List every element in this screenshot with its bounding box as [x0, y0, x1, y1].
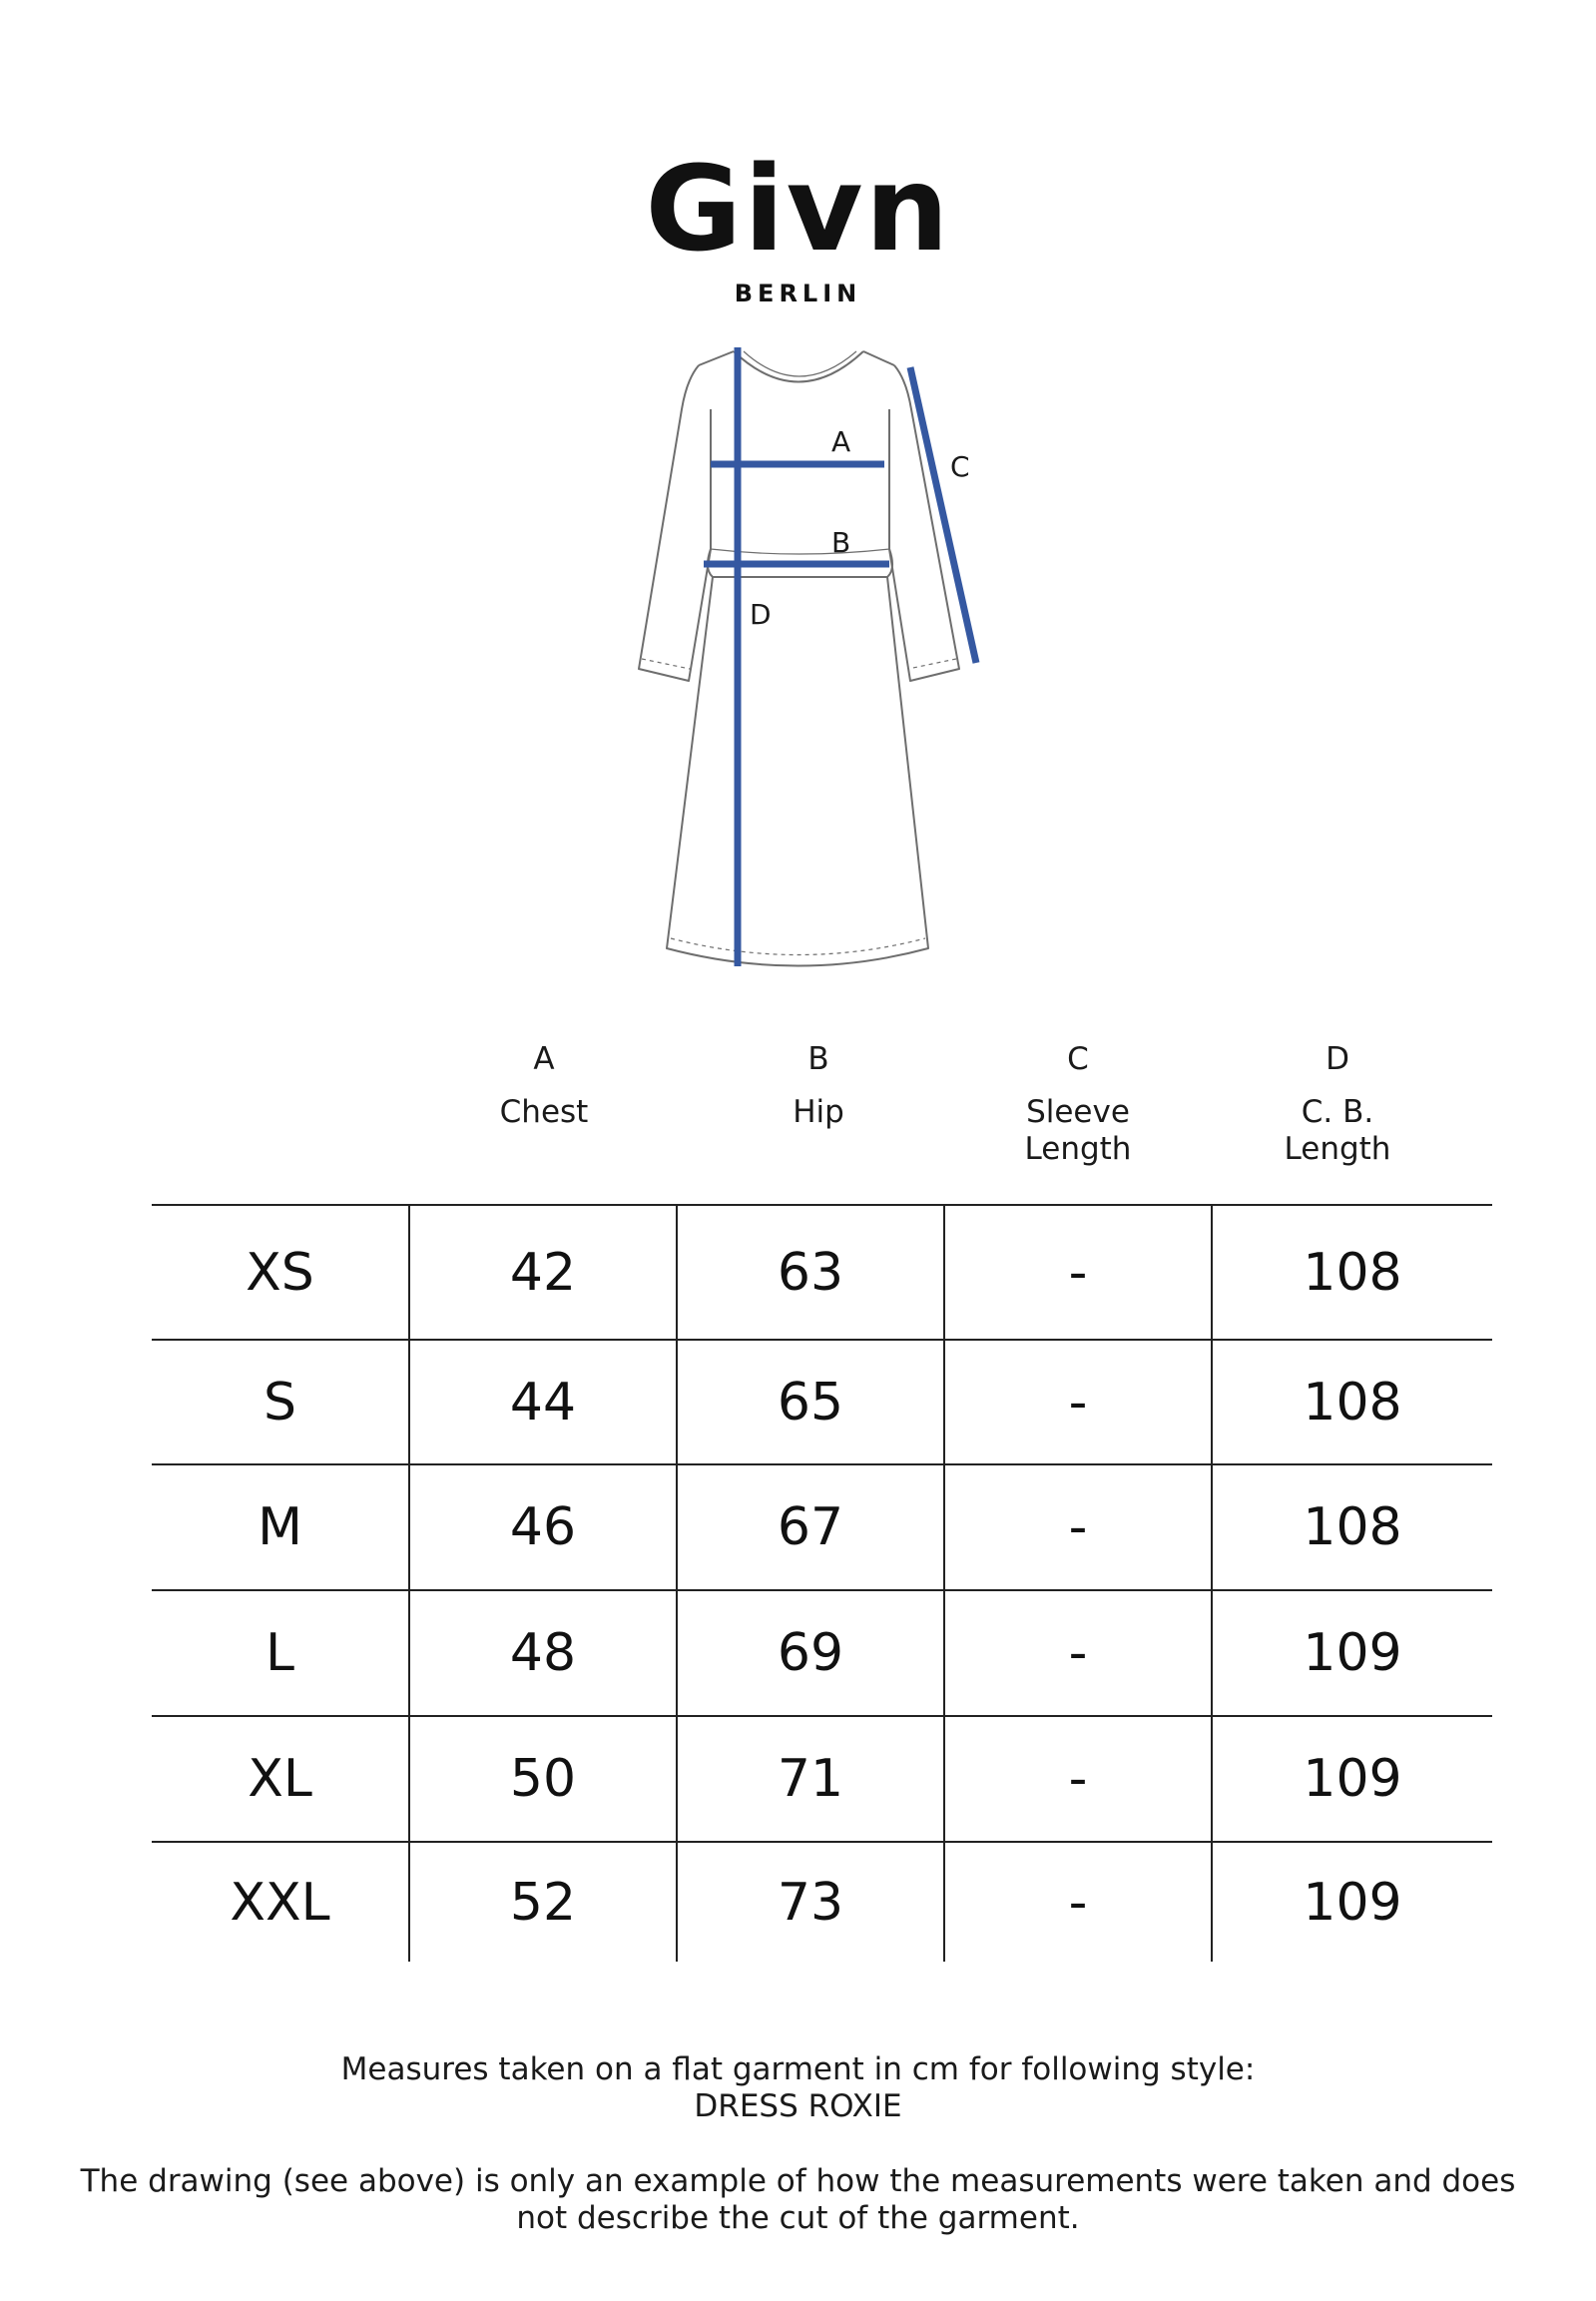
table-row — [152, 1464, 1492, 1590]
table-row — [152, 1842, 1492, 1962]
cb-length-cell: 109 — [1212, 1590, 1492, 1716]
footer-disclaimer-line2: not describe the cut of the garment. — [516, 2200, 1080, 2236]
column-letter: D — [1326, 1041, 1349, 1077]
column-letter: B — [807, 1041, 829, 1077]
column-letter: A — [533, 1041, 555, 1077]
footer-style-name: DRESS ROXIE — [694, 2088, 902, 2124]
cb-length-cell: 108 — [1212, 1340, 1492, 1464]
measure-label-d: D — [750, 598, 772, 631]
column-header-cb-length — [1263, 1041, 1412, 1168]
table-row — [152, 1340, 1492, 1464]
table-row — [152, 1590, 1492, 1716]
size-cell: XXL — [152, 1842, 409, 1962]
measure-label-c: C — [950, 450, 970, 483]
chest-cell: 46 — [409, 1464, 677, 1590]
chest-cell: 48 — [409, 1590, 677, 1716]
sleeve-length-cell: - — [944, 1205, 1212, 1340]
hip-cell: 69 — [677, 1590, 944, 1716]
hip-cell: 67 — [677, 1464, 944, 1590]
column-header-chest — [459, 1041, 629, 1131]
hip-cell: 73 — [677, 1842, 944, 1962]
footer-disclaimer-line1: The drawing (see above) is only an example of how the measurements were taken and does — [80, 2163, 1516, 2199]
column-name: C. B. Length — [1284, 1094, 1391, 1167]
table-row — [152, 1205, 1492, 1340]
size-cell: XL — [152, 1716, 409, 1842]
brand-subtitle: BERLIN — [734, 280, 862, 307]
dress-neckline — [734, 351, 863, 382]
size-cell: L — [152, 1590, 409, 1716]
hip-cell: 63 — [677, 1205, 944, 1340]
column-letter: C — [1067, 1041, 1089, 1077]
column-name: Hip — [793, 1094, 844, 1130]
chest-cell: 42 — [409, 1205, 677, 1340]
hip-cell: 65 — [677, 1340, 944, 1464]
sleeve-length-cell: - — [944, 1340, 1212, 1464]
column-header-sleeve-length — [1003, 1041, 1153, 1168]
footer-note-measures: Measures taken on a flat garment in cm for following style: — [340, 2051, 1256, 2087]
hip-cell: 71 — [677, 1716, 944, 1842]
dress-right-sleeve — [889, 365, 959, 681]
cb-length-cell: 108 — [1212, 1464, 1492, 1590]
dress-skirt — [667, 577, 928, 966]
sleeve-length-cell: - — [944, 1716, 1212, 1842]
column-header-hip — [734, 1041, 903, 1131]
sleeve-length-cell: - — [944, 1464, 1212, 1590]
cb-length-cell: 109 — [1212, 1716, 1492, 1842]
column-name: Sleeve Length — [1024, 1094, 1132, 1167]
dress-left-sleeve — [639, 365, 711, 681]
chest-cell: 50 — [409, 1716, 677, 1842]
sleeve-length-cell: - — [944, 1590, 1212, 1716]
size-cell: S — [152, 1340, 409, 1464]
table-row — [152, 1716, 1492, 1842]
column-name: Chest — [499, 1094, 589, 1130]
size-table — [152, 1204, 1492, 1962]
size-cell: XS — [152, 1205, 409, 1340]
chest-cell: 44 — [409, 1340, 677, 1464]
measure-label-a: A — [831, 425, 851, 458]
brand-logo: Givn — [645, 140, 951, 278]
dress-measurement-diagram — [0, 329, 1596, 998]
size-cell: M — [152, 1464, 409, 1590]
measure-line-c — [910, 367, 976, 663]
cb-length-cell: 108 — [1212, 1205, 1492, 1340]
sleeve-length-cell: - — [944, 1842, 1212, 1962]
chest-cell: 52 — [409, 1842, 677, 1962]
measure-label-b: B — [831, 526, 851, 559]
cb-length-cell: 109 — [1212, 1842, 1492, 1962]
